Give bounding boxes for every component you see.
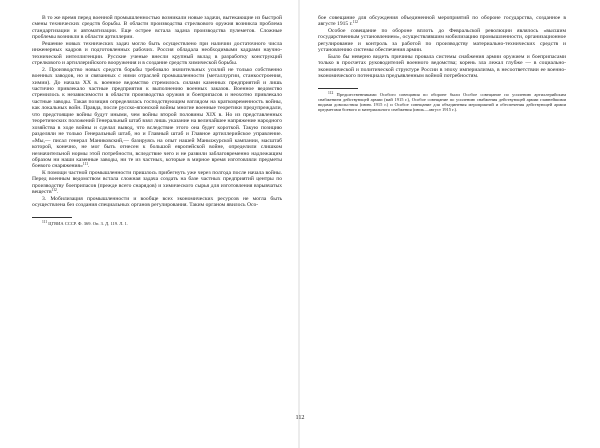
paragraph-text: бое совещание для обсуждения объединенной мероприятий по обороне государства, созданное в августе 1915 г. — [318, 15, 566, 28]
paragraph: К помощи частной промышленности пришлось прибегнуть уже через полгода после начала войны. Перед военным ведомством встала сложная задача создать на базе частных предприятий центры по производству боеприпасов (прежде всего снарядов) и химического сырья для изготовления взрывчатых веществ$^{112}$. — [32, 169, 282, 196]
page-number: 112 — [295, 414, 305, 421]
footnote-marker: 112 — [51, 188, 57, 193]
footnote-marker: 111 — [82, 162, 89, 167]
paragraph: Особое совещание по обороне вплоть до Февральской революции являлось «высшим государственным установлением», осуществлявшим мобилизацию промышленности, организационное регулирование и контроль за работой по производству материально-технических средств и установлению системы обеспечения армии. — [318, 27, 566, 54]
footnote-number: 112 — [328, 90, 334, 95]
footnote — [318, 92, 566, 113]
paragraph-text: К помощи частной промышленности пришлось прибегнуть уже через полгода после начала войны. Перед военным ведомством встала сложная задача создать на базе частных предприятий центры по производству боеприпасов (прежде всего снарядов) и химического сырья для изготовления взрывчатых веществ — [32, 169, 282, 196]
page-gutter — [298, 0, 300, 448]
paragraph: В то же время перед военной промышленностью возникали новые задачи, вытекающие из быстрой смены технических средств борьбы. В области производства стрелкового оружия возникла проблема стандартизации и автоматизации. Еще острее встала задача производства пулеметов. Сложные проблемы возникли в области артиллерии. — [32, 15, 282, 41]
footnote-text: Предшественниками Особого совещания по обороне были Особое совещание по усилению артиллерийским снабжением действующей армии (май 1915 г.), Особое совещание по усилению снабжения действующей армии главнейшими видами довольствия (июнь 1915 г.) и Особое совещание для объединения мероприятий и обеспечения действующей армии предметами боевого и материального снабжения (июль—август 1915 г.). — [318, 91, 566, 113]
paragraph: Решение новых технических задач могло быть осуществлено при наличии достаточного числа инженерных кадров и подготовленных рабочих. Россия обладала необходимыми кадрами научно-технической интеллигенции. Русские ученые внесли крупный вклад в разработку конструкций стрелкового и артиллерийского вооружения и в создание средств химической борьбы. — [32, 40, 282, 67]
footnote-marker: 112 — [352, 20, 358, 25]
paragraph-text: 2. Производство новых средств борьбы требовало значительных усилий не только собственно военных заводов, но и связанных с ними отраслей промышленности (металлургии, станкостроения, химии). До начала XX в. военное ведомство стремилось силами казенных предприятий и лишь частично привлекало частные предприятия к выполнению военных заказов. Военное ведомство стремилось к независимости в области производства оружия и боеприпасов и неохотно привлекало частные заводы. Такая позиция определялась господствующим взглядом на кратковременность войны, как локальных войн. Правда, после русско-японской войны многие военные теоретики предупреждали, что предстоящие войны будут иными, чем войны второй половины XIX в. Но из представленных теоретических положений Генеральный штаб взял лишь указание на величайшее напряжение народного хозяйства в ходе войны и сделал вывод, что вследствие этого она будет короткой. Такую позицию разделяли не только Генеральный штаб, но и Главный штаб и Главное артиллерийское управление. «Мы,— писал генерал Маниковский,— базируясь на опыт нашей Маньчжурской кампании, масштаб которой, конечно, не мог быть отнесен к большой европейской войне, определили слишком незначительной нормы этой потребности, вследствие чего и не развили заблаговременно надлежащим образом ни наши казенные заводы, ни те из частных, которые в мирное время изготовляли предметы боевого снаряжения» — [32, 66, 282, 170]
paragraph — [318, 15, 566, 28]
paragraph: 2. Производство новых средств борьбы требовало значительных усилий не только собственно военных заводов, но и связанных с ними отраслей промышленности (металлургии, станкостроения, химии). До начала XX в. военное ведомство стремилось силами казенных предприятий и лишь частично привлекало частные предприятия к выполнению военных заказов. Военное ведомство стремилось к независимости в области производства оружия и боеприпасов и неохотно привлекало частные заводы. Такая позиция определялась господствующим взглядом на кратковременность войны, как локальных войн. Правда, после русско-японской войны многие военные теоретики предупреждали, что предстоящие войны будут иными, чем войны второй половины XIX в. Но из представленных теоретических положений Генеральный штаб взял лишь указание на величайшее напряжение народного хозяйства в ходе войны и сделал вывод, что вследствие этого она будет короткой. Такую позицию разделяли не только Генеральный штаб, но и Главный штаб и Главное артиллерийское управление. «Мы,— писал генерал Маниковский,— базируясь на опыт нашей Маньчжурской кампании, масштаб которой, конечно, не мог быть отнесен к большой европейской войне, определили слишком незначительной нормы этой потребности, вследствие чего и не развили заблаговременно надлежащим образом ни наши казенные заводы, ни те из частных, которые в мирное время изготовляли предметы боевого снаряжения»$^{111}$. — [32, 66, 282, 170]
paragraph: Было бы неверно видеть причины провала системы снабжения армии оружием и боеприпасами только в просчетах руководителей военного ведомства; корень зла лежал глубже — в социально-экономической и политической структуре России в эпоху империализма, в несоответствии ее военно-экономического потенциала предъявленным войной потребностям. — [318, 53, 566, 80]
footnote — [32, 221, 282, 226]
footnote-number: 111 — [42, 219, 48, 224]
footnote-rule — [318, 88, 358, 89]
right-column — [318, 15, 566, 113]
paragraph: 3. Мобилизация промышленности и вообще всех экономических ресурсов не могла быть осуществлена без создания специальных органов регулирования. Таким органом явилось Осо- — [32, 195, 282, 209]
footnote-text: ЦГВИА СССР. Ф. 369. Оп. 3. Д. 119. Л. 1. — [48, 220, 128, 226]
left-column — [32, 15, 282, 226]
footnote-rule — [32, 217, 72, 218]
